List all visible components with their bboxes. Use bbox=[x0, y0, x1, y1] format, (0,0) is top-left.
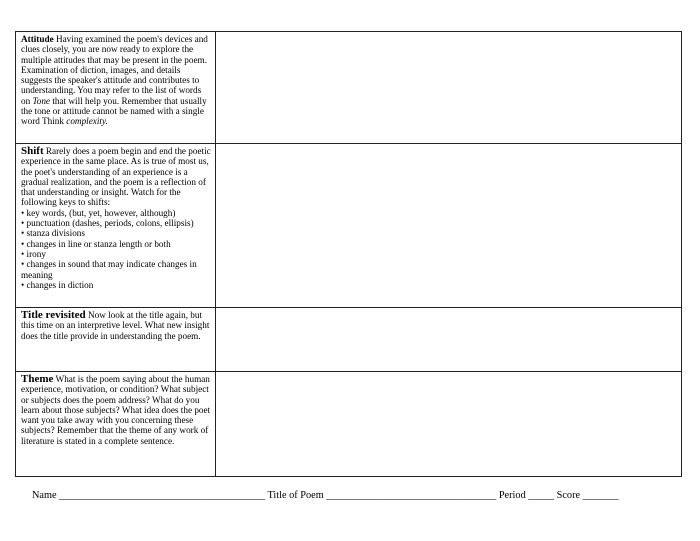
name-label: Name bbox=[32, 490, 57, 501]
score-blank[interactable]: _______ bbox=[582, 490, 619, 501]
shift-heading: Shift bbox=[21, 145, 44, 157]
shift-key-item: • irony bbox=[21, 249, 211, 259]
theme-heading: Theme bbox=[21, 373, 54, 385]
shift-key-item: • changes in diction bbox=[21, 280, 211, 290]
worksheet-table bbox=[15, 31, 682, 477]
attitude-text-1: Having examined the poem's devices and clues closely, you are now ready to explore the multiple attitudes that may be present in the poem. Examination of diction, images, and details suggests the speaker's attitude and contributes to understanding. You may refer to the list of words on bbox=[21, 34, 208, 106]
shift-prompt bbox=[16, 144, 216, 308]
theme-row bbox=[16, 372, 682, 477]
shift-answer-box[interactable] bbox=[216, 144, 682, 308]
theme-text: What is the poem saying about the human experience, motivation, or condition? What subject or subjects does the poem address? What do you learn about those subjects? What idea does the poet want you take away with you concerning these subjects? Remember that the theme of any work of literature is stated in a complete sentence. bbox=[21, 374, 211, 446]
attitude-text-italic-2: complexity. bbox=[66, 116, 108, 127]
title-revisited-heading: Title revisited bbox=[21, 309, 86, 321]
title-of-poem-blank[interactable]: _________________________________ bbox=[326, 490, 497, 501]
attitude-prompt bbox=[16, 32, 216, 144]
shift-key-item: • key words, (but, yet, however, although) bbox=[21, 208, 211, 218]
name-blank[interactable]: ________________________________________ bbox=[59, 490, 266, 501]
title-revisited-row bbox=[16, 308, 682, 372]
shift-row bbox=[16, 144, 682, 308]
title-revisited-answer-box[interactable] bbox=[216, 308, 682, 372]
shift-key-item: • changes in sound that may indicate changes in meaning bbox=[21, 259, 211, 280]
theme-answer-box[interactable] bbox=[216, 372, 682, 477]
score-label: Score bbox=[556, 490, 581, 501]
shift-key-item: • punctuation (dashes, periods, colons, ellipsis) bbox=[21, 218, 211, 228]
theme-prompt bbox=[16, 372, 216, 477]
shift-text: Rarely does a poem begin and end the poetic experience in the same place. As is true of most us, the poet's understanding of an experience is a gradual realization, and the poem is a reflection of that understanding or insight. Watch for the following keys to shifts: bbox=[21, 146, 211, 208]
attitude-heading: Attitude bbox=[21, 34, 54, 44]
title-revisited-text: Now look at the title again, but this time on an interpretive level. What new insight does the title provide in understanding the poem. bbox=[21, 310, 210, 341]
footer-line bbox=[32, 490, 619, 501]
attitude-answer-box[interactable] bbox=[216, 32, 682, 144]
attitude-text-italic-1: Tone bbox=[32, 95, 51, 106]
attitude-row bbox=[16, 32, 682, 144]
title-revisited-prompt bbox=[16, 308, 216, 372]
shift-key-item: • changes in line or stanza length or both bbox=[21, 239, 211, 249]
shift-keys-list bbox=[21, 208, 211, 290]
title-of-poem-label: Title of Poem bbox=[267, 490, 324, 501]
period-label: Period bbox=[498, 490, 526, 501]
period-blank[interactable]: _____ bbox=[528, 490, 555, 501]
shift-key-item: • stanza divisions bbox=[21, 228, 211, 238]
attitude-text-2: that will help you. Remember that usually the tone or attitude cannot be named with a single word Think bbox=[21, 95, 207, 127]
